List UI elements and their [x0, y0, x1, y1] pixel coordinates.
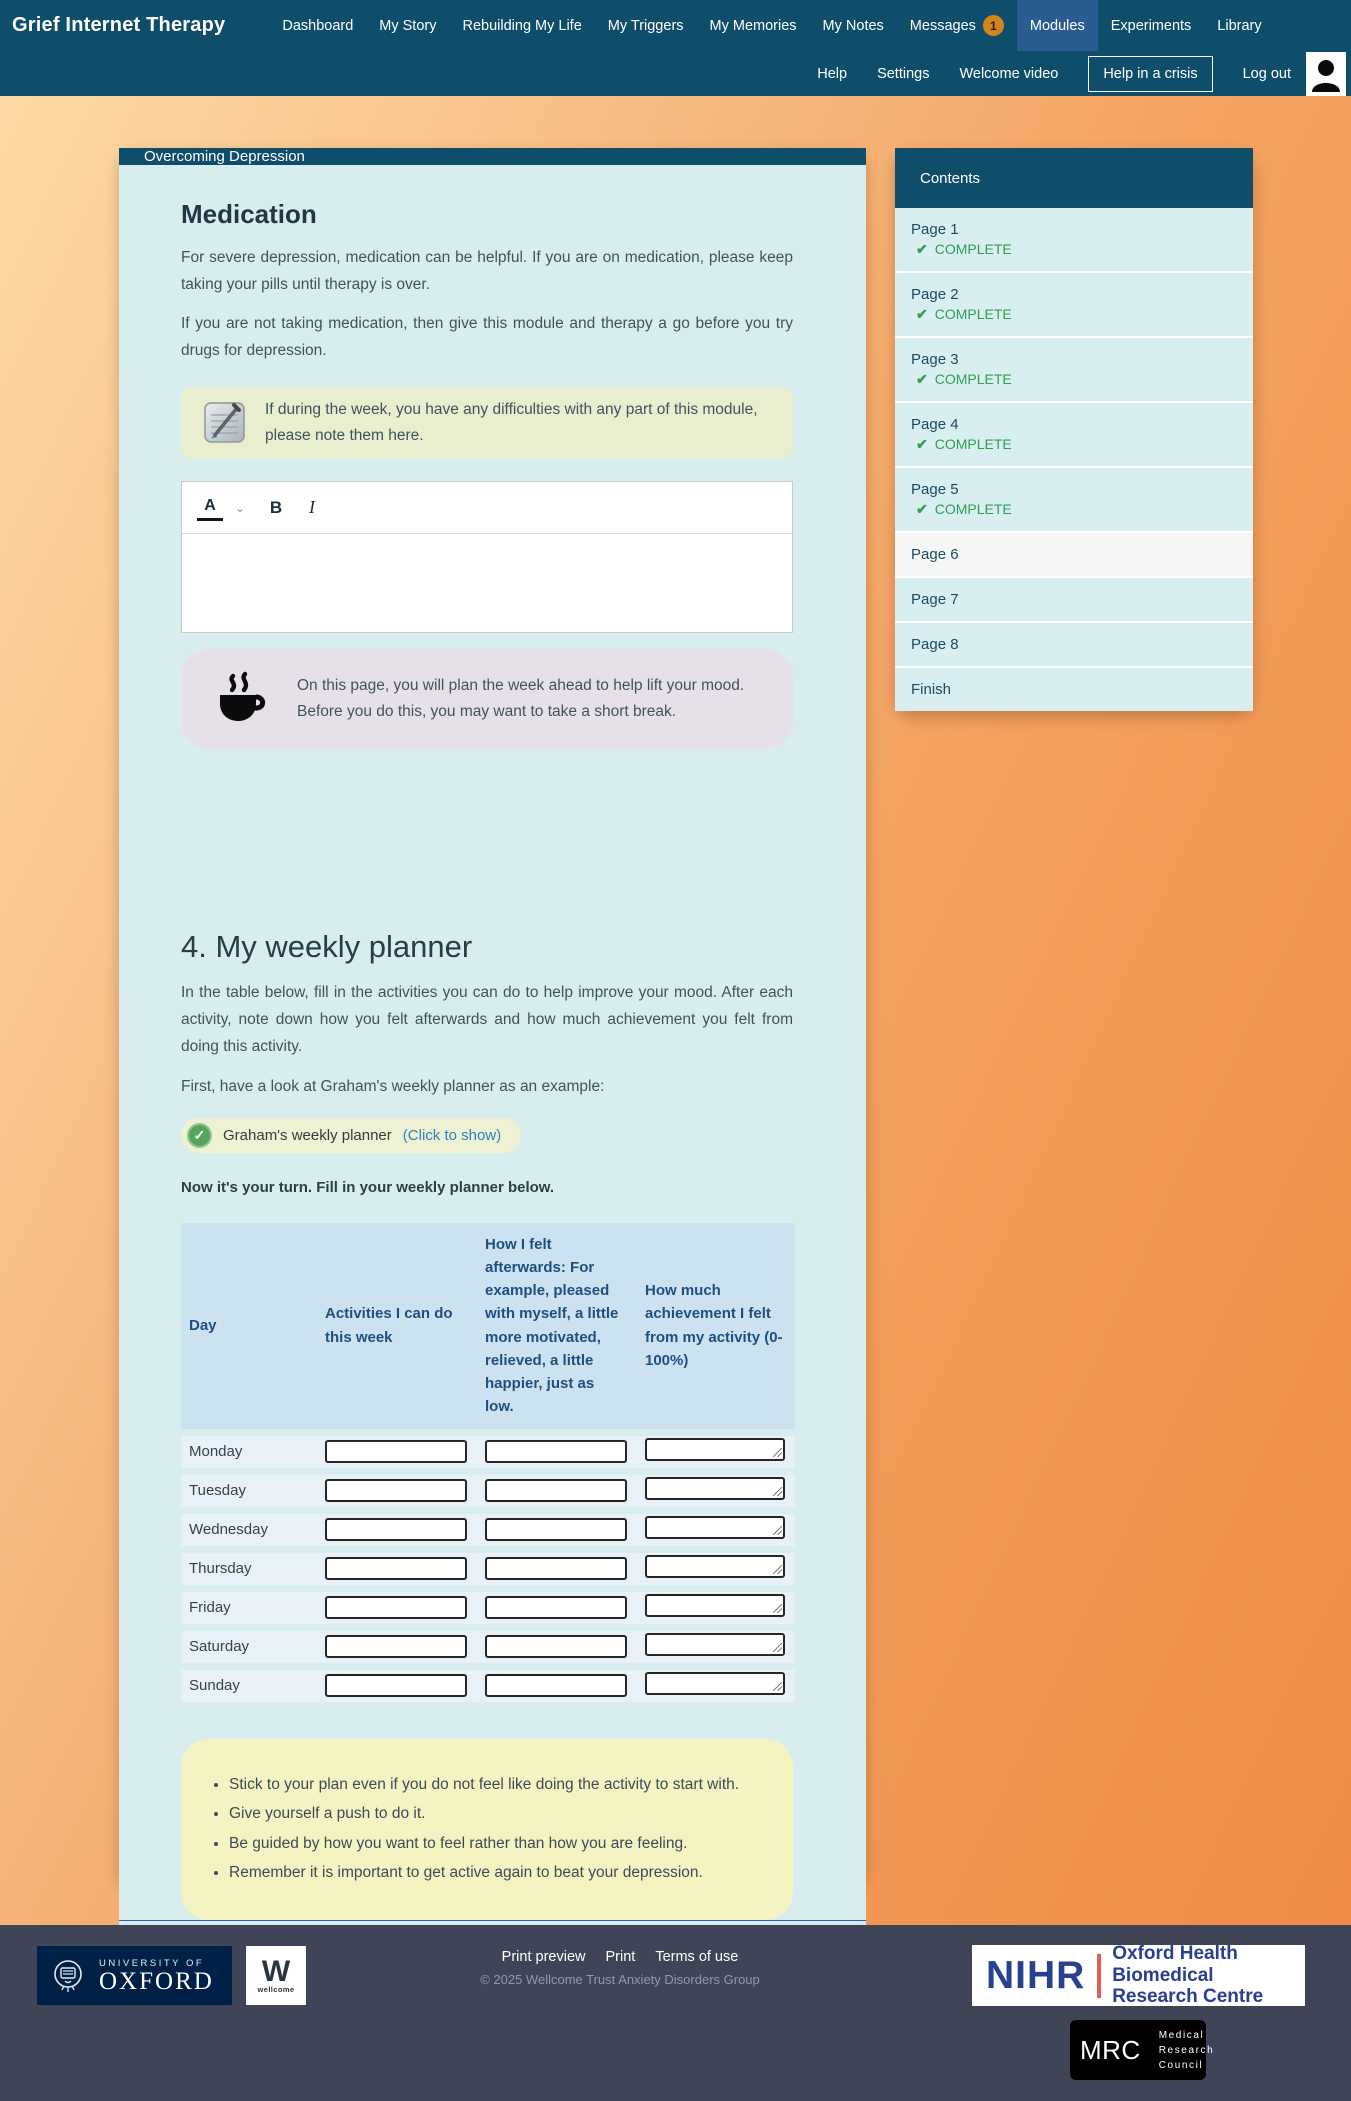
- column-header-day: Day: [181, 1223, 317, 1429]
- font-color-button[interactable]: A: [197, 495, 223, 521]
- nav-link-help-in-a-crisis[interactable]: Help in a crisis: [1088, 56, 1212, 92]
- mrc-name-line3: Council: [1158, 2059, 1204, 2071]
- toc-item-finish[interactable]: Finish: [895, 668, 1253, 711]
- toc-item-page-6-current[interactable]: Page 6: [895, 533, 1253, 578]
- wednesday-achievement-input[interactable]: [645, 1516, 785, 1539]
- grahams-planner-label: Graham's weekly planner: [223, 1126, 392, 1144]
- column-header-achievement: How much achievement I felt from my activity (0-100%): [637, 1223, 795, 1429]
- thursday-achievement-input[interactable]: [645, 1555, 785, 1578]
- section-heading-medication: Medication: [181, 199, 317, 229]
- nihr-abbr: NIHR: [986, 1953, 1086, 1997]
- nav-link-settings[interactable]: Settings: [877, 65, 930, 82]
- site-footer: [0, 1925, 1351, 2101]
- day-label: Monday: [181, 1436, 317, 1468]
- toc-item-page-5[interactable]: Page 5 ✔ COMPLETE: [895, 468, 1253, 533]
- module-card: [119, 148, 866, 1884]
- section-heading-weekly-planner: 4. My weekly planner: [181, 929, 473, 965]
- messages-unread-badge: 1: [983, 15, 1004, 36]
- wednesday-feelings-input[interactable]: [485, 1518, 627, 1541]
- tips-list: [207, 1774, 769, 1885]
- contents-header: [895, 148, 1253, 208]
- nav-item-my-story[interactable]: My Story: [379, 17, 437, 34]
- terms-of-use-link[interactable]: Terms of use: [655, 1949, 739, 1965]
- top-navigation: [0, 0, 1351, 96]
- medical-research-council-logo: [1070, 2020, 1215, 2080]
- monday-achievement-input[interactable]: [645, 1438, 785, 1461]
- wellcome-label: wellcome: [257, 1984, 295, 1994]
- secondary-nav-row: [0, 51, 1351, 96]
- print-preview-link[interactable]: Print preview: [501, 1949, 586, 1965]
- editor-text-area[interactable]: [182, 534, 792, 632]
- nihr-name-line2: Research Centre: [1112, 1986, 1264, 2008]
- nav-item-modules[interactable]: Modules: [1017, 0, 1098, 51]
- day-label: Friday: [181, 1592, 317, 1624]
- status-complete: ✔ COMPLETE: [916, 306, 1012, 322]
- column-header-activities: Activities I can do this week: [317, 1223, 477, 1429]
- monday-feelings-input[interactable]: [485, 1440, 627, 1463]
- day-label: Thursday: [181, 1553, 317, 1585]
- chevron-down-icon[interactable]: ⌄: [234, 500, 246, 515]
- nav-item-my-triggers[interactable]: My Triggers: [607, 17, 684, 34]
- mrc-name-line2: Research: [1158, 2044, 1215, 2056]
- nihr-oxford-health-logo: [972, 1942, 1305, 2008]
- monday-activities-input[interactable]: [325, 1440, 467, 1463]
- footer-links-block: [430, 1949, 810, 1987]
- wellcome-trust-logo: [246, 1946, 306, 2005]
- nav-item-messages[interactable]: Messages 1: [897, 0, 1017, 51]
- oxford-crest-icon: [47, 1955, 89, 1997]
- nav-link-welcome-video[interactable]: Welcome video: [959, 65, 1059, 82]
- oxford-label-bottom: OXFORD: [99, 1967, 214, 1995]
- toc-item-page-2[interactable]: Page 2 ✔ COMPLETE: [895, 273, 1253, 338]
- page-background: [0, 96, 1351, 1925]
- day-label: Saturday: [181, 1631, 317, 1663]
- planner-intro: In the table below, fill in the activities you can do to help improve your mood. After each activity, note down how you felt afterwards and how much achievement you felt from doing this activity.: [181, 984, 793, 1056]
- primary-nav-row: [0, 0, 1351, 51]
- toc-item-page-3[interactable]: Page 3 ✔ COMPLETE: [895, 338, 1253, 403]
- nihr-name-line1: Oxford Health Biomedical: [1112, 1942, 1238, 1986]
- nav-item-rebuilding-my-life[interactable]: Rebuilding My Life: [462, 17, 582, 34]
- bold-button[interactable]: B: [269, 497, 283, 517]
- checkmark-icon: ✔: [916, 501, 928, 517]
- notes-callout: [181, 387, 793, 460]
- notes-callout-text: If during the week, you have any difficulties with any part of this module, please note them here.: [265, 400, 758, 444]
- checkmark-icon: ✔: [916, 306, 928, 322]
- module-title: Overcoming Depression: [144, 148, 305, 165]
- break-callout: [181, 649, 793, 749]
- italic-button[interactable]: I: [309, 497, 315, 518]
- checkmark-icon: ✔: [916, 436, 928, 452]
- table-row-wednesday: [181, 1514, 795, 1546]
- toc-item-page-8[interactable]: Page 8: [895, 623, 1253, 668]
- table-row-saturday: [181, 1631, 795, 1663]
- friday-feelings-input[interactable]: [485, 1596, 627, 1619]
- rich-text-editor: [181, 481, 793, 633]
- day-label: Wednesday: [181, 1514, 317, 1546]
- wednesday-activities-input[interactable]: [325, 1518, 467, 1541]
- wellcome-w-icon: W: [261, 1954, 291, 1988]
- contents-title: Contents: [920, 169, 981, 187]
- tuesday-achievement-input[interactable]: [645, 1477, 785, 1500]
- saturday-achievement-input[interactable]: [645, 1633, 785, 1656]
- module-card-body: [119, 165, 866, 1920]
- weekly-planner-table: [181, 1216, 795, 1709]
- saturday-feelings-input[interactable]: [485, 1635, 627, 1658]
- friday-activities-input[interactable]: [325, 1596, 467, 1619]
- thursday-feelings-input[interactable]: [485, 1557, 627, 1580]
- user-avatar[interactable]: [1306, 52, 1346, 96]
- tip-item: • Remember it is important to get active again to beat your depression.: [229, 1862, 769, 1884]
- oxford-label-top: UNIVERSITY OF: [99, 1957, 205, 1969]
- friday-achievement-input[interactable]: [645, 1594, 785, 1617]
- copyright-text: © 2025 Wellcome Trust Anxiety Disorders Group: [480, 1972, 760, 1987]
- coffee-cup-icon: [211, 673, 267, 725]
- nav-item-experiments[interactable]: Experiments: [1110, 17, 1192, 34]
- medication-paragraph-2: If you are not taking medication, then give this module and therapy a go before you try drugs for depression.: [181, 315, 793, 360]
- sunday-activities-input[interactable]: [325, 1674, 467, 1697]
- person-icon: [1310, 56, 1342, 92]
- sunday-feelings-input[interactable]: [485, 1674, 627, 1697]
- status-complete: ✔ COMPLETE: [916, 371, 1012, 387]
- university-of-oxford-logo: [37, 1946, 232, 2005]
- checkmark-icon: ✔: [916, 241, 928, 257]
- nav-item-dashboard[interactable]: Dashboard: [282, 17, 354, 34]
- sunday-achievement-input[interactable]: [645, 1672, 785, 1695]
- click-to-show-link[interactable]: (Click to show): [402, 1126, 502, 1144]
- print-link[interactable]: Print: [605, 1949, 636, 1965]
- nav-link-log-out[interactable]: Log out: [1242, 65, 1291, 82]
- day-label: Sunday: [181, 1670, 317, 1702]
- tuesday-feelings-input[interactable]: [485, 1479, 627, 1502]
- contents-card: [895, 148, 1253, 711]
- table-row-monday: [181, 1436, 795, 1468]
- toc-item-page-7[interactable]: Page 7: [895, 578, 1253, 623]
- tip-item: • Give yourself a push to do it.: [229, 1803, 769, 1825]
- nihr-divider-bar: [1097, 1954, 1101, 1998]
- grahams-planner-toggle[interactable]: [181, 1118, 521, 1153]
- day-label: Tuesday: [181, 1475, 317, 1507]
- tip-item: • Stick to your plan even if you do not feel like doing the activity to start with.: [229, 1774, 769, 1796]
- table-row-friday: [181, 1592, 795, 1624]
- nav-item-my-memories[interactable]: My Memories: [709, 17, 797, 34]
- nav-item-my-notes[interactable]: My Notes: [822, 17, 884, 34]
- status-complete: ✔ COMPLETE: [916, 436, 1012, 452]
- break-callout-text: On this page, you will plan the week ahead to help lift your mood. Before you do this, you may want to take a short break.: [297, 676, 745, 721]
- tuesday-activities-input[interactable]: [325, 1479, 467, 1502]
- module-card-header: [119, 148, 866, 165]
- column-header-how-i-felt: How I felt afterwards: For example, pleased with myself, a little more motivated, relieved, a little happier, just as low.: [477, 1223, 637, 1429]
- table-row-sunday: [181, 1670, 795, 1702]
- planner-your-turn-text: Now it's your turn. Fill in your weekly planner below.: [181, 1178, 555, 1196]
- status-complete: ✔ COMPLETE: [916, 501, 1012, 517]
- mrc-name-line1: Medical: [1158, 2029, 1205, 2041]
- status-complete: ✔ COMPLETE: [916, 241, 1012, 257]
- medication-paragraph-1: For severe depression, medication can be helpful. If you are on medication, please keep taking your pills until therapy is over.: [181, 249, 793, 294]
- spacer: [181, 749, 793, 929]
- app-title: Grief Internet Therapy: [12, 14, 226, 36]
- notepad-pencil-icon: [201, 399, 248, 446]
- check-circle-icon: ✓: [187, 1123, 212, 1148]
- nav-item-library[interactable]: Library: [1217, 17, 1262, 34]
- toc-item-page-1[interactable]: Page 1 ✔ COMPLETE: [895, 208, 1253, 273]
- thursday-activities-input[interactable]: [325, 1557, 467, 1580]
- planner-example-lead: First, have a look at Graham's weekly planner as an example:: [181, 1077, 605, 1095]
- table-header-row: [181, 1223, 795, 1429]
- toc-item-page-4[interactable]: Page 4 ✔ COMPLETE: [895, 403, 1253, 468]
- tip-item: • Be guided by how you want to feel rather than how you are feeling.: [229, 1833, 769, 1855]
- table-row-tuesday: [181, 1475, 795, 1507]
- table-row-thursday: [181, 1553, 795, 1585]
- tips-callout: [181, 1739, 793, 1920]
- saturday-activities-input[interactable]: [325, 1635, 467, 1658]
- nav-link-help[interactable]: Help: [817, 65, 848, 82]
- editor-toolbar: [182, 482, 792, 534]
- mrc-abbr: MRC: [1080, 2034, 1141, 2065]
- checkmark-icon: ✔: [916, 371, 928, 387]
